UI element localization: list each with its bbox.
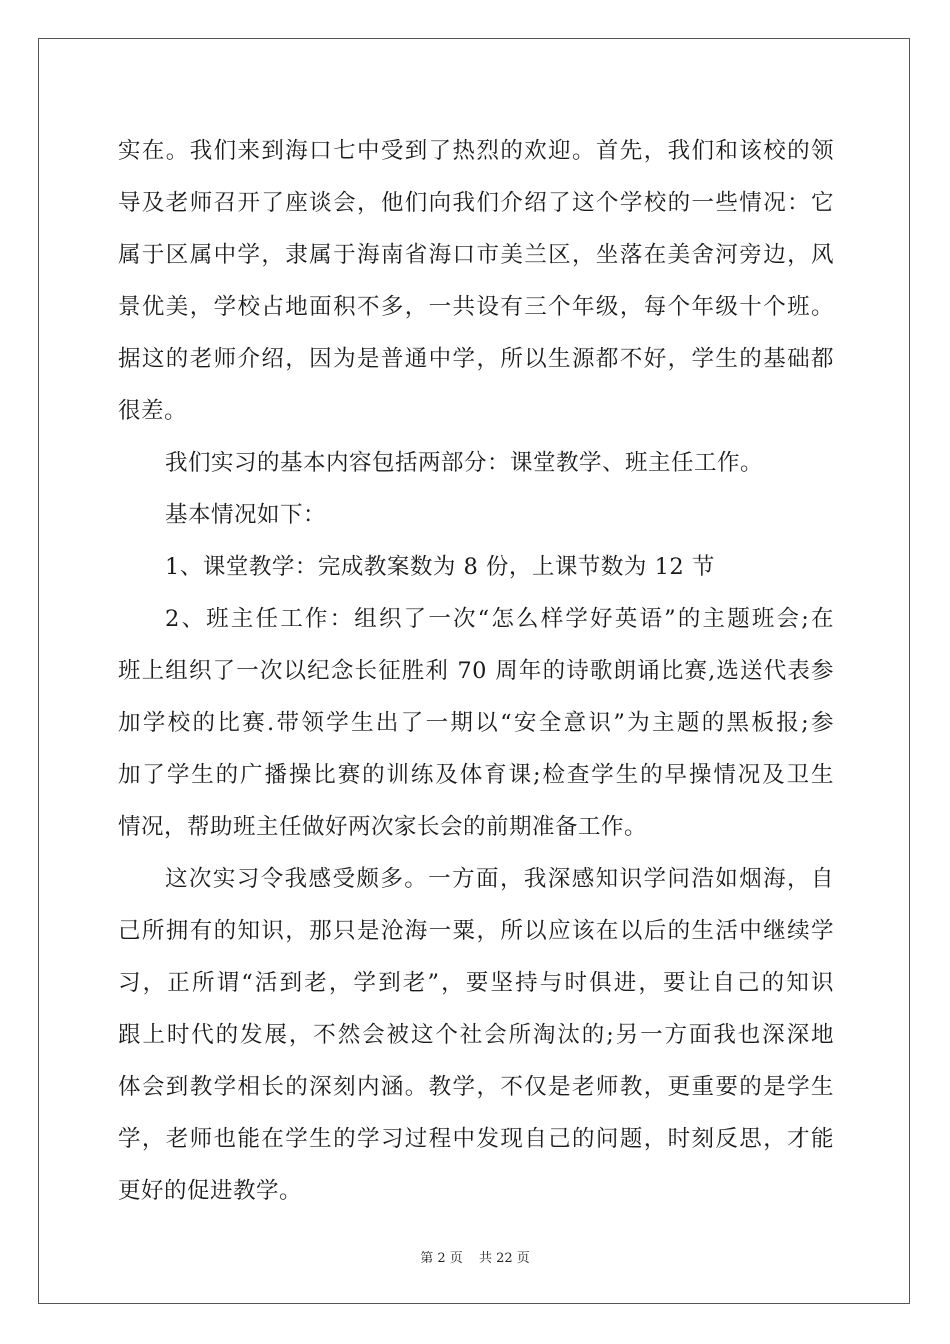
text-line: 景优美，学校占地面积不多，一共设有三个年级，每个年级十个班。: [118, 294, 834, 320]
text-line: 加学校的比赛.带领学生出了一期以“安全意识”为主题的黑板报;参: [118, 710, 834, 736]
page-total: 共 22 页: [478, 1251, 530, 1266]
text-line: 很差。: [118, 398, 188, 424]
text-line: 班上组织了一次以纪念长征胜利 70 周年的诗歌朗诵比赛,选送代表参: [118, 658, 834, 684]
text-line: 己所拥有的知识，那只是沧海一粟，所以应该在以后的生活中继续学: [118, 918, 834, 944]
text-line: 跟上时代的发展，不然会被这个社会所淘汰的;另一方面我也深深地: [118, 1022, 834, 1048]
text-line: 1、课堂教学：完成教案数为 8 份，上课节数为 12 节: [165, 554, 715, 580]
paragraph-3: [118, 489, 834, 541]
text-line: 学，老师也能在学生的学习过程中发现自己的问题，时刻反思，才能: [118, 1126, 834, 1152]
text-line: 这次实习令我感受颇多。一方面，我深感知识学问浩如烟海，自: [165, 866, 834, 892]
text-line: 属于区属中学，隶属于海南省海口市美兰区，坐落在美舍河旁边，风: [118, 242, 834, 268]
text-line: 习，正所谓“活到老，学到老”，要坚持与时俱进，要让自己的知识: [118, 970, 834, 996]
text-line: 我们实习的基本内容包括两部分：课堂教学、班主任工作。: [165, 450, 764, 476]
text-line: 导及老师召开了座谈会，他们向我们介绍了这个学校的一些情况：它: [118, 190, 834, 216]
paragraph-4: [118, 541, 834, 593]
text-line: 加了学生的广播操比赛的训练及体育课;检查学生的早操情况及卫生: [118, 762, 834, 788]
page-footer: [0, 1247, 950, 1266]
paragraph-6: [118, 853, 834, 1217]
paragraph-5: [118, 593, 834, 853]
text-line: 体会到教学相长的深刻内涵。教学，不仅是老师教，更重要的是学生: [118, 1074, 834, 1100]
text-line: 更好的促进教学。: [118, 1178, 303, 1204]
text-line: 基本情况如下：: [165, 502, 327, 528]
paragraph-2: [118, 437, 834, 489]
text-line: 实在。我们来到海口七中受到了热烈的欢迎。首先，我们和该校的领: [118, 138, 834, 164]
text-line: 2、班主任工作：组织了一次“怎么样学好英语”的主题班会;在: [165, 606, 834, 632]
document-body: [118, 125, 834, 1217]
text-line: 据这的老师介绍，因为是普通中学，所以生源都不好，学生的基础都: [118, 346, 834, 372]
paragraph-1: [118, 125, 834, 437]
text-line: 情况，帮助班主任做好两次家长会的前期准备工作。: [118, 814, 648, 840]
page-number: 第 2 页: [420, 1251, 463, 1266]
